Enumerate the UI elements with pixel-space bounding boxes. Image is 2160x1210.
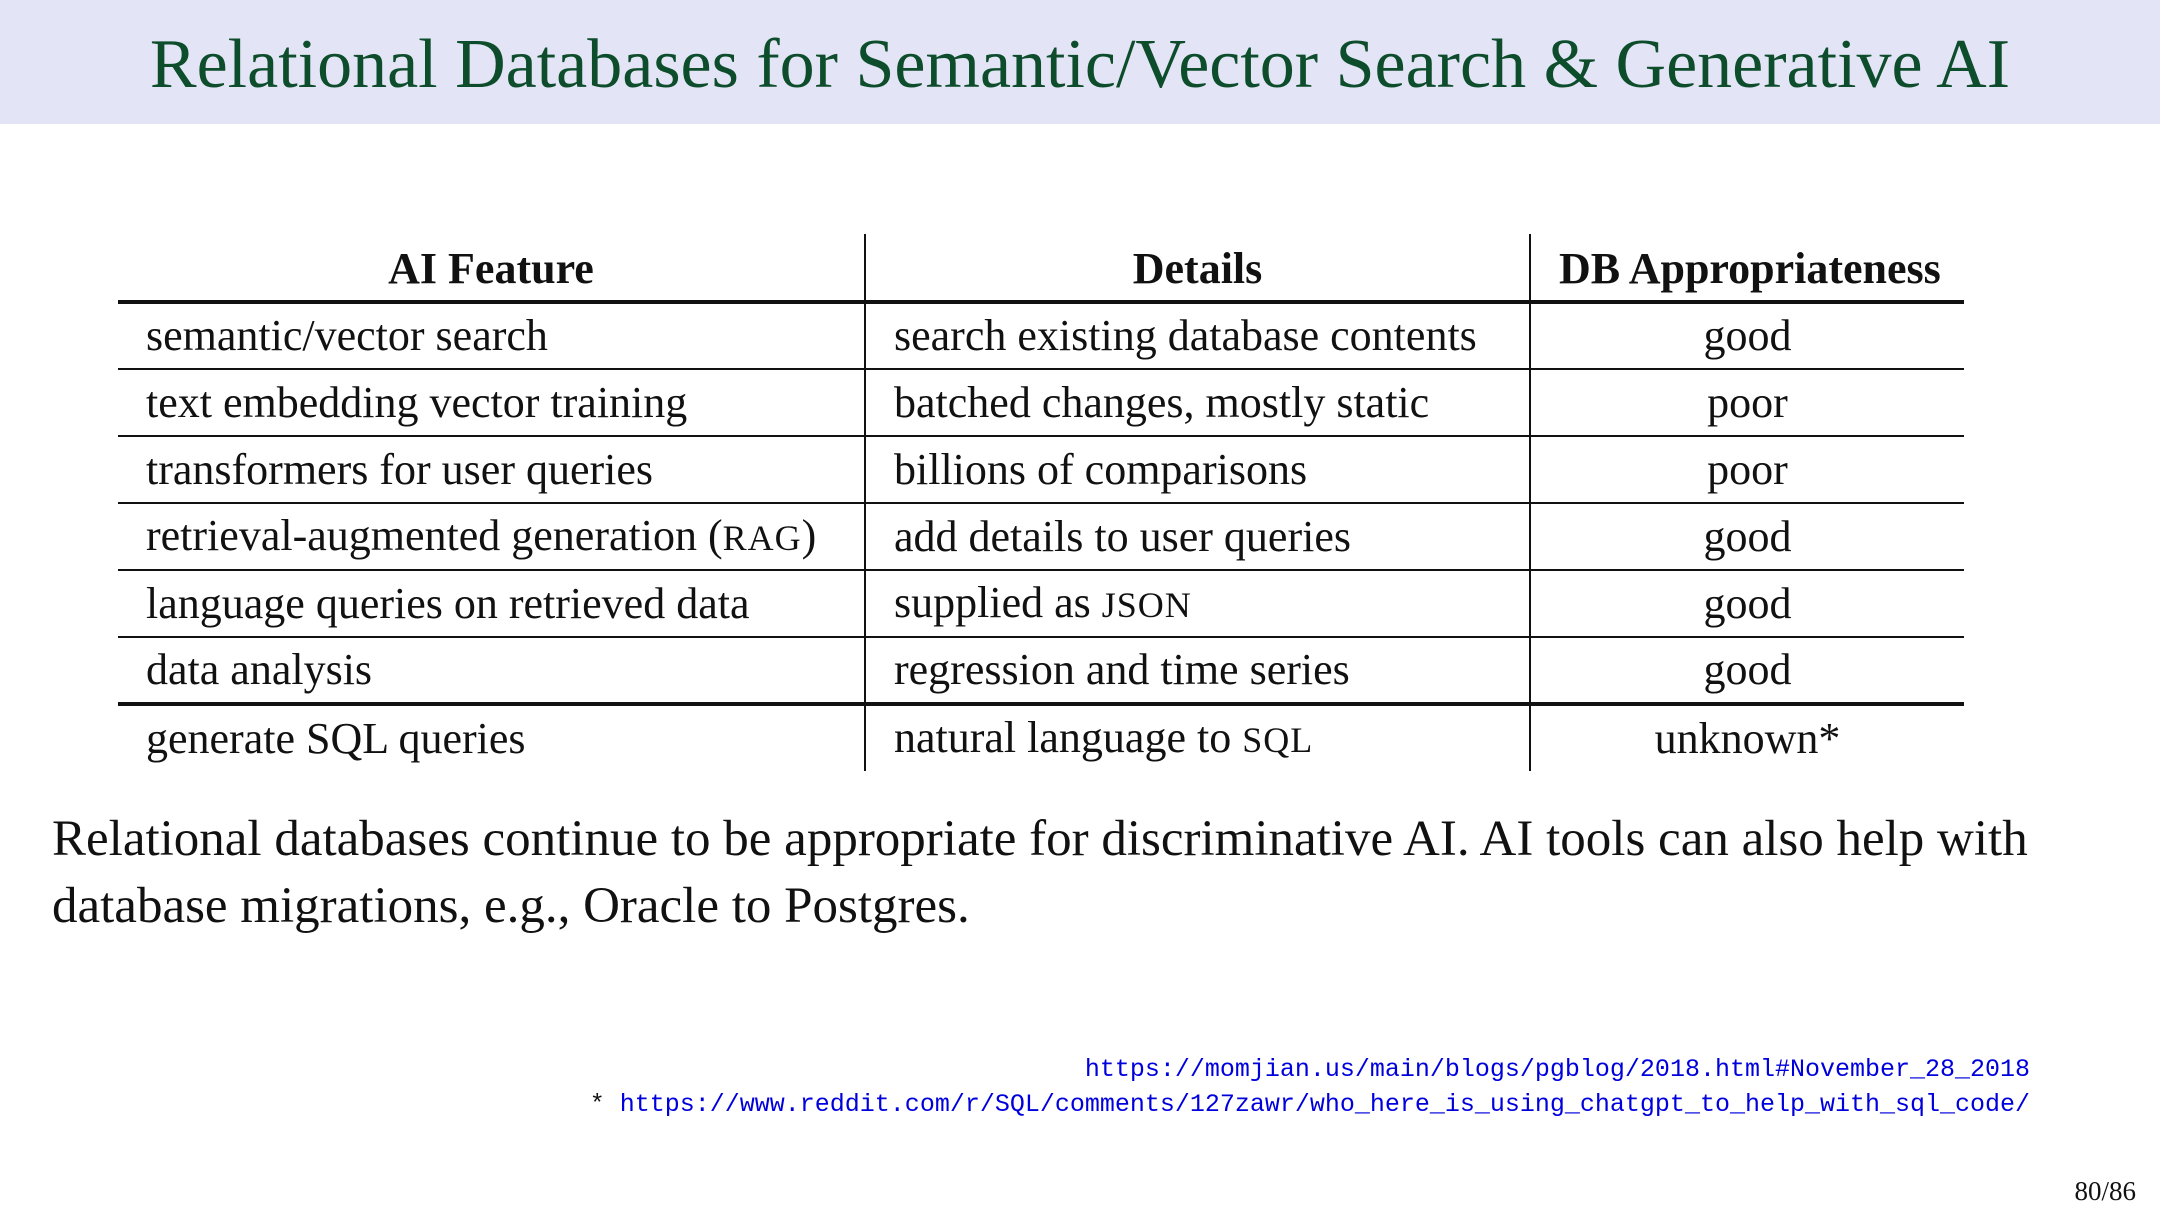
cell-feature: generate SQL queries — [118, 704, 865, 771]
cell-details: add details to user queries — [865, 503, 1530, 570]
cell-details — [865, 704, 1530, 771]
comparison-table-wrapper — [118, 234, 1964, 771]
cell-details: regression and time series — [865, 637, 1530, 704]
references — [590, 1052, 2030, 1122]
feature-text: retrieval-augmented generation ( — [146, 510, 723, 560]
reference-line — [590, 1087, 2030, 1122]
cell-appropriateness: good — [1530, 503, 1964, 570]
cell-feature: language queries on retrieved data — [118, 570, 865, 637]
table-row — [118, 369, 1964, 436]
table-header-row — [118, 234, 1964, 302]
header-db-appropriateness: DB Appropriateness — [1530, 234, 1964, 302]
header-ai-feature: AI Feature — [118, 234, 865, 302]
table-row — [118, 570, 1964, 637]
cell-appropriateness: poor — [1530, 436, 1964, 503]
cell-appropriateness: good — [1530, 637, 1964, 704]
cell-appropriateness: poor — [1530, 369, 1964, 436]
table-row — [118, 503, 1964, 570]
cell-feature — [118, 503, 865, 570]
table-row — [118, 302, 1964, 369]
cell-details: batched changes, mostly static — [865, 369, 1530, 436]
cell-feature: data analysis — [118, 637, 865, 704]
cell-appropriateness: good — [1530, 302, 1964, 369]
cell-feature: transformers for user queries — [118, 436, 865, 503]
table-row — [118, 436, 1964, 503]
cell-feature: text embedding vector training — [118, 369, 865, 436]
body-paragraph: Relational databases continue to be appropriate for discriminative AI. AI tools can also help with database migrations, e.g., Oracle to Postgres. — [52, 811, 2028, 934]
reference-link-reddit[interactable]: https://www.reddit.com/r/SQL/comments/127zawr/who_here_is_using_chatgpt_to_help_with_sql_code/ — [619, 1090, 2030, 1119]
page-number: 80/86 — [2074, 1176, 2136, 1206]
cell-feature: semantic/vector search — [118, 302, 865, 369]
abbreviation-sql: SQL — [1242, 719, 1314, 760]
cell-appropriateness: good — [1530, 570, 1964, 637]
cell-appropriateness: unknown* — [1654, 713, 1841, 763]
abbreviation-json: JSON — [1101, 584, 1192, 625]
details-text: supplied as — [894, 577, 1102, 627]
abbreviation-rag: RAG — [722, 517, 802, 558]
comparison-table — [118, 234, 1964, 771]
cell-details — [865, 570, 1530, 637]
details-text: natural language to — [894, 712, 1243, 762]
reference-line — [590, 1052, 2030, 1087]
cell-details: billions of comparisons — [865, 436, 1530, 503]
footnote-marker: * — [589, 1090, 620, 1119]
slide-title: Relational Databases for Semantic/Vector Search & Generative AI — [149, 26, 2011, 103]
cell-details: search existing database contents — [865, 302, 1530, 369]
table-row — [118, 637, 1964, 704]
reference-link-momjian[interactable]: https://momjian.us/main/blogs/pgblog/2018.html#November_28_2018 — [1084, 1055, 2030, 1084]
feature-text-close: ) — [801, 510, 817, 560]
table-row — [118, 704, 1964, 771]
header-details: Details — [865, 234, 1530, 302]
